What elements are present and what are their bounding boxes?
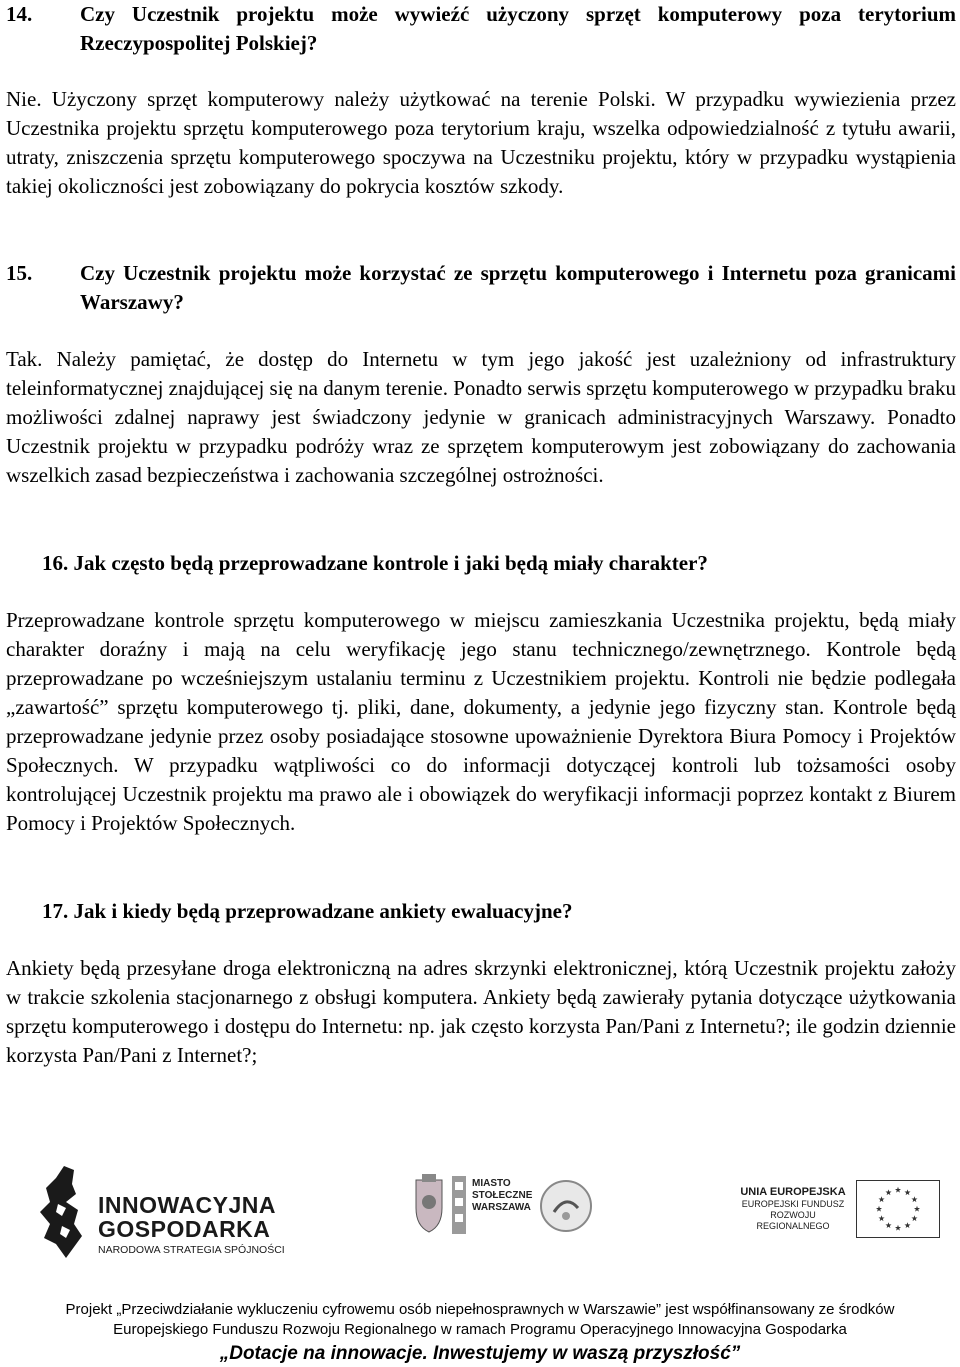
question-text: Czy Uczestnik projektu może wywieźć użyczony sprzęt komputerowy poza terytorium Rzeczypospolitej Polskiej?	[80, 2, 956, 55]
warsaw-seal-icon	[538, 1178, 594, 1234]
innowacyjna-gospodarka-mark-icon	[36, 1164, 98, 1260]
answer-17: Ankiety będą przesyłane droga elektroniczną na adres skrzynki elektronicznej, którą Uczestnik projektu założy w trakcie szkolenia stacjonarnego z obsługi komputera. Ankiety będą zawierały pytania dotyczące użytkowania sprzętu komputerowego i dostępu do Internetu: np. jak często korzysta Pan/Pani z Internetu?; ile godzin dziennie korzysta Pan/Pani z Internet?;	[6, 956, 956, 1067]
unia-europejska-text: UNIA EUROPEJSKA	[740, 1186, 846, 1198]
warsaw-crest-icon	[412, 1174, 446, 1234]
question-number: 17.	[42, 899, 69, 923]
fundusz-text: EUROPEJSKI FUNDUSZ	[741, 1199, 845, 1209]
question-number: 16.	[42, 551, 69, 575]
rozwoju-text: ROZWOJU REGIONALNEGO	[756, 1210, 830, 1231]
footer-line-1: Projekt „Przeciwdziałanie wykluczeniu cyfrowemu osób niepełnosprawnych w Warszawie” jest współfinansowany ze środków	[65, 1301, 895, 1318]
innowacyjna-gospodarka-logo	[36, 1164, 296, 1264]
answer-15: Tak. Należy pamiętać, że dostęp do Internetu w tym jego jakość jest uzależniony od infrastruktury teleinformatycznej znajdującej się na danym terenie. Ponadto serwis sprzętu komputerowego w przypadku braku możliwości zdalnej naprawy jest świadczony jedynie w granicach administracyjnych Warszawy. Ponadto Uczestnik projektu w przypadku podróży wraz ze sprzętem komputerowym jest zobowiązany do zachowania wszelkich zasad bezpieczeństwa i zachowania szczególnej ostrożności.	[6, 347, 956, 487]
answer-14: Nie. Użyczony sprzęt komputerowy należy użytkować na terenie Polski. W przypadku wywiezienia przez Uczestnika projektu sprzętu komputerowego poza terytorium kraju, wszelka odpowiedzialność z tytułu awarii, utraty, zniszczenia sprzętu komputerowego spoczywa na Uczestniku projektu, który w przypadku wystąpienia takiej okoliczności jest zobowiązany do pokrycia kosztów szkody.	[6, 87, 956, 198]
warsaw-bars-icon	[452, 1176, 466, 1234]
logo-bar	[0, 1160, 960, 1290]
question-text: Jak i kiedy będą przeprowadzane ankiety ewaluacyjne?	[73, 899, 573, 923]
eu-text	[738, 1186, 848, 1232]
question-15	[6, 259, 956, 317]
innowacyjna-text: INNOWACYJNA	[98, 1192, 277, 1218]
question-number: 15.	[6, 261, 33, 285]
warszawa-logo	[412, 1168, 602, 1248]
eu-flag-icon	[856, 1180, 940, 1238]
strategia-text: NARODOWA STRATEGIA SPÓJNOŚCI	[98, 1244, 285, 1256]
question-14	[6, 0, 956, 58]
warszawa-text	[472, 1178, 532, 1214]
question-16	[42, 549, 952, 578]
question-17	[42, 897, 952, 926]
question-text: Jak często będą przeprowadzane kontrole i jaki będą miały charakter?	[73, 551, 708, 575]
stoleczne-text: STOŁECZNE	[472, 1190, 533, 1201]
gospodarka-text: GOSPODARKA	[98, 1216, 271, 1242]
footer-line-2: Europejskiego Funduszu Rozwoju Regionalnego w ramach Programu Operacyjnego Innowacyjna Gospodarka	[113, 1321, 847, 1338]
warszawa-name-text: WARSZAWA	[472, 1202, 531, 1213]
eu-logo	[738, 1180, 938, 1250]
miasto-text: MIASTO	[472, 1178, 511, 1189]
question-text: Czy Uczestnik projektu może korzystać ze sprzętu komputerowego i Internetu poza granicami Warszawy?	[80, 261, 956, 314]
footer-slogan: „Dotacje na innowacje. Inwestujemy w waszą przyszłość”	[219, 1343, 741, 1364]
footer	[0, 1300, 960, 1340]
question-number: 14.	[6, 2, 33, 26]
answer-16: Przeprowadzane kontrole sprzętu komputerowego w miejscu zamieszkania Uczestnika projektu, będą miały charakter doraźny i mają na celu weryfikację jego stanu technicznego/zewnętrznego. Kontrole będą przeprowadzane po wcześniejszym ustalaniu terminu z Uczestnikiem projektu. Kontroli nie będzie podlegała „zawartość” sprzętu komputerowego tj. pliki, dane, dokumenty, a jedynie jego fizyczny stan. Kontrole będą przeprowadzane jedynie przez osoby posiadające stosowne upoważnienie Dyrektora Biura Pomocy i Projektów Społecznych. W przypadku wątpliwości co do informacji dotyczącej kontroli lub tożsamości osoby kontrolującej Uczestnik projektu ma prawo ale i obowiązek do weryfikacji informacji poprzez kontakt z Biurem Pomocy i Projektów Społecznych.	[6, 608, 956, 835]
